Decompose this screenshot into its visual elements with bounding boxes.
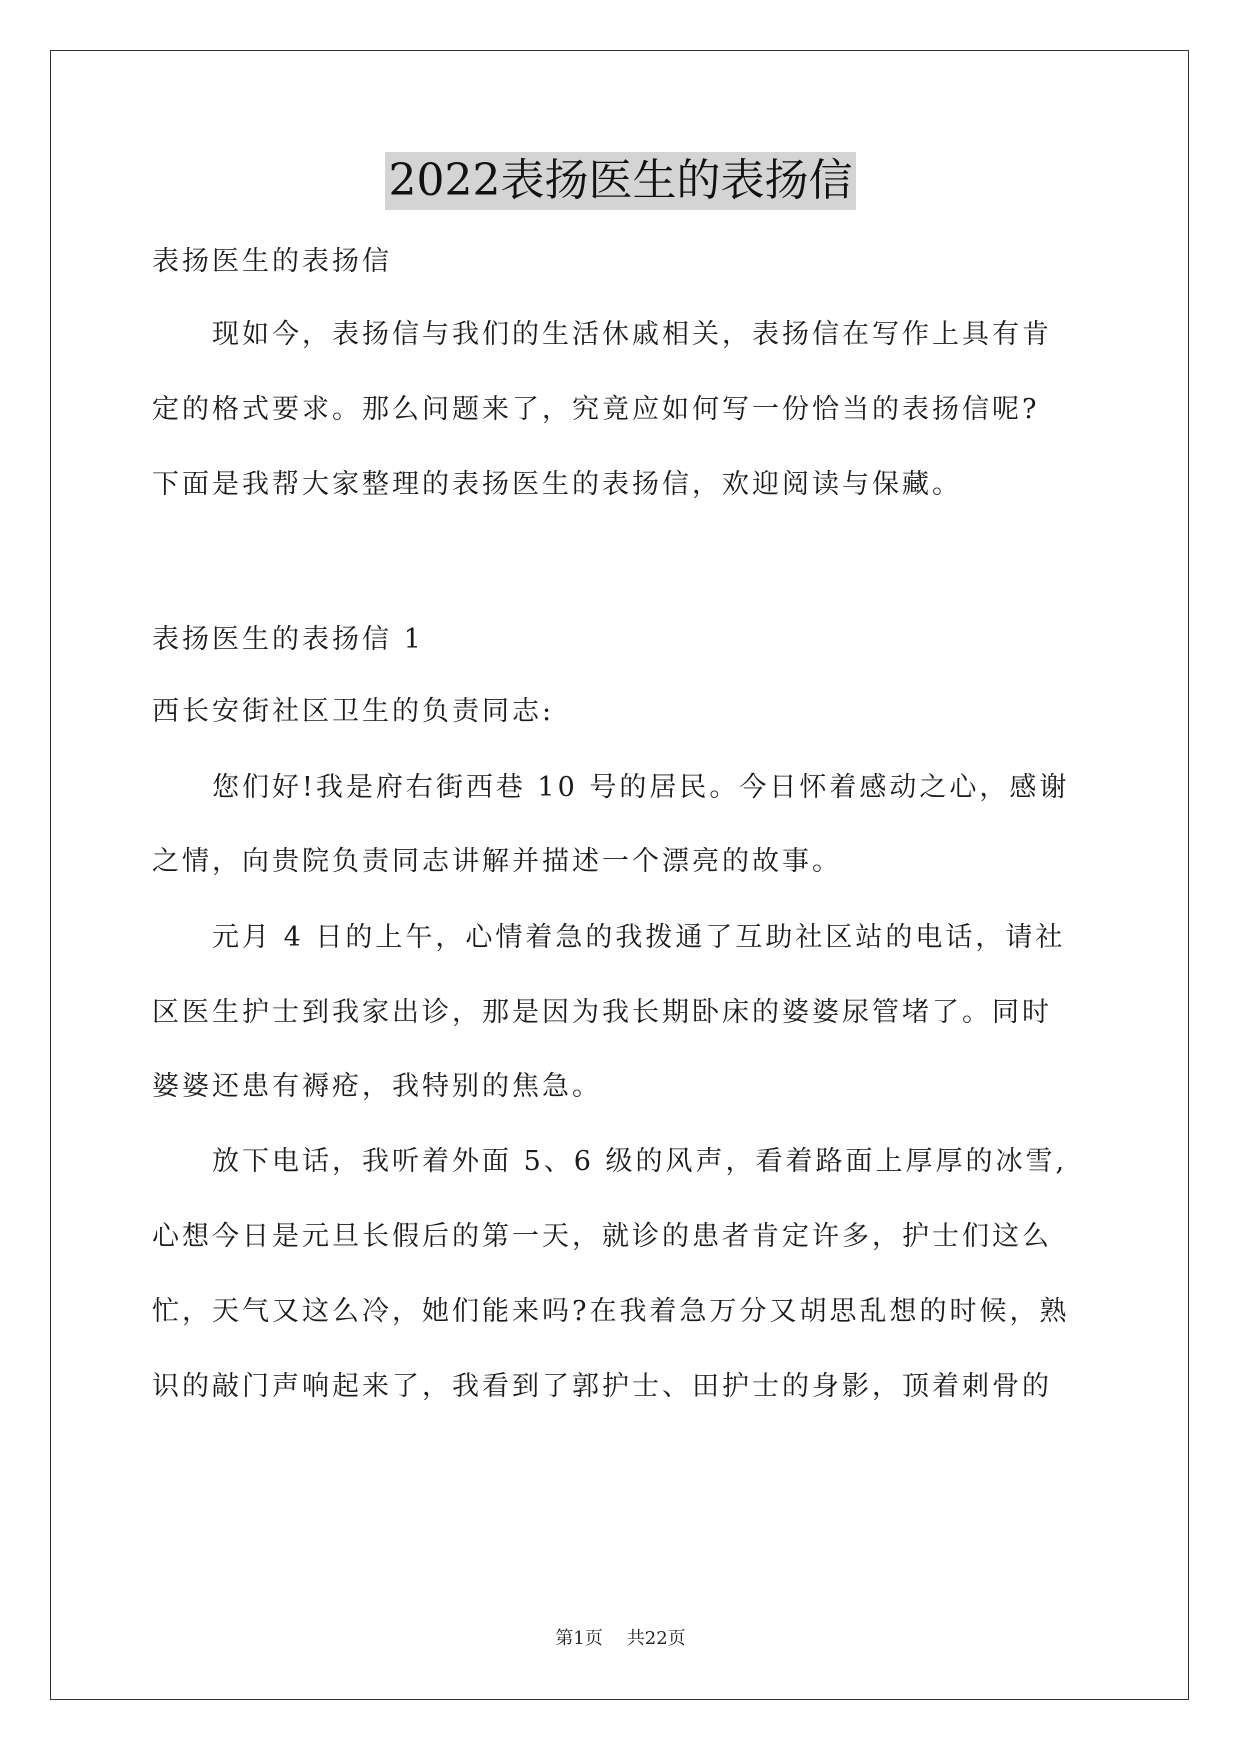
body-line-9: 识的敲门声响起来了，我看到了郭护士、田护士的身影，顶着刺骨的: [152, 1371, 1052, 1402]
letter-recipient: 西长安街社区卫生的负责同志:: [152, 696, 555, 727]
page-footer: [0, 1624, 1241, 1650]
intro-line-3: 下面是我帮大家整理的表扬医生的表扬信，欢迎阅读与保藏。: [152, 469, 962, 500]
body-line-5: 婆婆还患有褥疮，我特别的焦急。: [152, 1071, 602, 1102]
body-line-6: 放下电话，我听着外面 5、6 级的风声，看着路面上厚厚的冰雪,: [152, 1146, 1068, 1177]
body-line-3: 元月 4 日的上午，心情着急的我拨通了互助社区站的电话，请社: [152, 922, 1066, 953]
letter-heading: 表扬医生的表扬信 1: [152, 624, 424, 655]
page-total: 共22页: [626, 1628, 686, 1649]
intro-line-1: 现如今，表扬信与我们的生活休戚相关，表扬信在写作上具有肯: [152, 319, 1052, 350]
body-line-2: 之情，向贵院负责同志讲解并描述一个漂亮的故事。: [152, 846, 842, 877]
title-container: [0, 152, 1241, 210]
salutation-heading: 表扬医生的表扬信: [152, 246, 392, 277]
body-line-7: 心想今日是元旦长假后的第一天，就诊的患者肯定许多，护士们这么: [152, 1221, 1052, 1252]
page-number: 第1页: [555, 1628, 603, 1649]
body-line-1: 您们好!我是府右街西巷 10 号的居民。今日怀着感动之心，感谢: [152, 772, 1070, 803]
document-title: 2022表扬医生的表扬信: [385, 152, 857, 210]
body-line-8: 忙，天气又这么冷，她们能来吗?在我着急万分又胡思乱想的时候，熟: [152, 1296, 1070, 1327]
intro-line-2: 定的格式要求。那么问题来了，究竟应如何写一份恰当的表扬信呢?: [152, 394, 1040, 425]
body-line-4: 区医生护士到我家出诊，那是因为我长期卧床的婆婆尿管堵了。同时: [152, 997, 1052, 1028]
